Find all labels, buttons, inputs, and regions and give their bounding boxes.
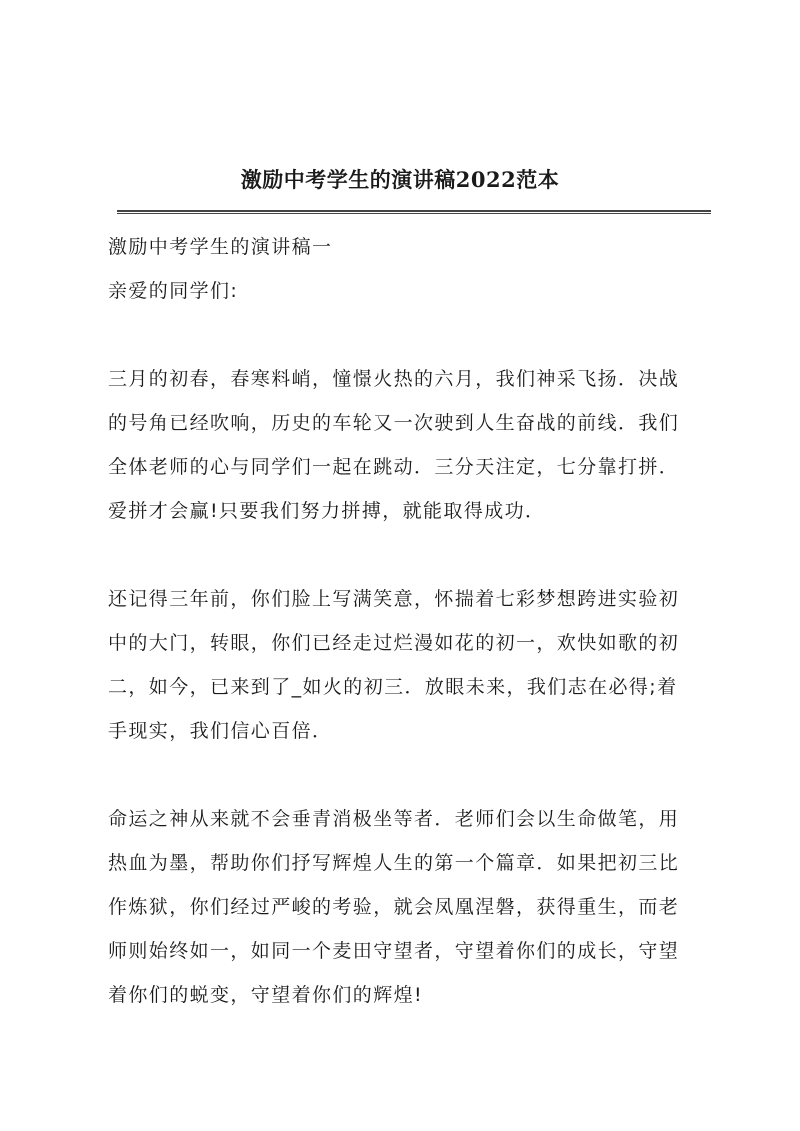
paragraph-line: 还记得三年前，你们脸上写满笑意，怀揣着七彩梦想跨进实验初 <box>108 588 680 610</box>
document-body <box>108 225 708 1017</box>
paragraph-line: 爱拼才会赢!只要我们努力拼搏，就能取得成功． <box>108 500 546 522</box>
paragraph-3 <box>108 797 708 1017</box>
section-heading: 激励中考学生的演讲稿一 <box>108 236 333 258</box>
title-divider <box>117 210 711 214</box>
paragraph-line: 的号角已经吹响，历史的车轮又一次驶到人生奋战的前线．我们 <box>108 412 680 434</box>
paragraph-line: 作炼狱，你们经过严峻的考验，就会凤凰涅磐，获得重生，而老 <box>108 896 680 918</box>
paragraph-1 <box>108 357 708 533</box>
paragraph-line: 全体老师的心与同学们一起在跳动．三分天注定，七分靠打拼． <box>108 456 680 478</box>
paragraph-line: 二，如今，已来到了_如火的初三．放眼未来，我们志在必得;着 <box>108 676 678 698</box>
paragraph-line: 师则始终如一，如同一个麦田守望者，守望着你们的成长，守望 <box>108 940 680 962</box>
paragraph-2 <box>108 577 708 753</box>
paragraph-gap <box>108 313 708 357</box>
paragraph-gap <box>108 753 708 797</box>
paragraph-line: 中的大门，转眼，你们已经走过烂漫如花的初一，欢快如歌的初 <box>108 632 680 654</box>
paragraph-line: 三月的初春，春寒料峭，憧憬火热的六月，我们神采飞扬．决战 <box>108 368 680 390</box>
paragraph-gap <box>108 533 708 577</box>
paragraph-line: 命运之神从来就不会垂青消极坐等者．老师们会以生命做笔，用 <box>108 808 680 830</box>
paragraph-line: 着你们的蜕变，守望着你们的辉煌! <box>108 984 424 1006</box>
paragraph-line: 热血为墨，帮助你们抒写辉煌人生的第一个篇章．如果把初三比 <box>108 852 680 874</box>
salutation: 亲爱的同学们: <box>108 280 239 302</box>
paragraph-line: 手现实，我们信心百倍． <box>108 720 333 742</box>
document-title: 激励中考学生的演讲稿2022范本 <box>240 167 560 192</box>
